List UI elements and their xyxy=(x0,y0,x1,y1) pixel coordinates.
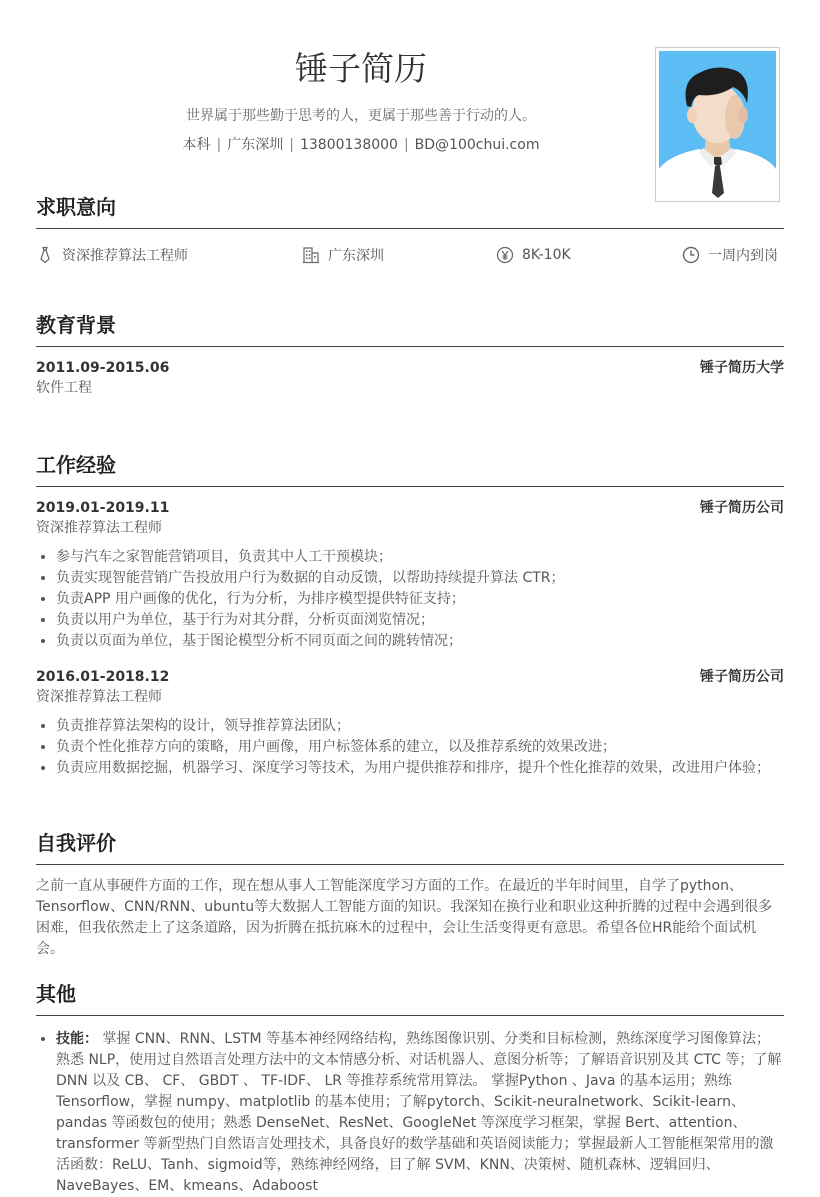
job-entry xyxy=(36,667,784,779)
section-other xyxy=(36,981,784,1197)
list-item: • 负责APP 用户画像的优化，行为分析，为排序模型提供特征支持； xyxy=(56,589,784,610)
intent-label: 一周内到岗 xyxy=(708,248,778,264)
skills-label: 技能： xyxy=(56,1031,98,1047)
school-name: 锤子简历大学 xyxy=(700,360,784,376)
list-item: • 负责实现智能营销广告投放用户行为数据的自动反馈，以帮助持续提升算法 CTR； xyxy=(56,568,784,589)
intent-item-salary xyxy=(496,243,571,267)
list-item: • 负责以页面为单位，基于图论模型分析不同页面之间的跳转情况； xyxy=(56,631,784,652)
separator: | xyxy=(289,137,294,153)
section-title-self-evaluation: 自我评价 xyxy=(36,830,784,865)
yen-icon xyxy=(496,246,514,264)
job-head xyxy=(36,667,784,687)
list-item: • 参与汽车之家智能营销项目，负责其中人工干预模块； xyxy=(56,547,784,568)
degree: 本科 xyxy=(182,137,211,153)
job-date: 2016.01-2018.12 xyxy=(36,669,170,685)
intent-item-city xyxy=(302,243,384,267)
job-entry xyxy=(36,498,784,652)
job-date: 2019.01-2019.11 xyxy=(36,500,170,516)
education-head xyxy=(36,358,784,378)
job-duties xyxy=(36,716,784,779)
list-item: • 负责应用数据挖掘，机器学习、深度学习等技术，为用户提供推荐和排序，提升个性化推荐的效果，改进用户体验； xyxy=(56,758,784,779)
intent-item-position xyxy=(36,243,188,267)
intent-label: 广东深圳 xyxy=(328,248,384,264)
company-name: 锤子简历公司 xyxy=(700,500,784,516)
section-job-intent xyxy=(36,194,784,267)
contact-line xyxy=(36,135,686,155)
section-title-education: 教育背景 xyxy=(36,312,784,347)
avatar-photo xyxy=(655,47,780,202)
intent-label: 8K-10K xyxy=(522,247,571,263)
building-icon xyxy=(302,246,320,264)
motto: 世界属于那些勤于思考的人，更属于那些善于行动的人。 xyxy=(186,108,536,124)
avatar-illustration xyxy=(659,51,776,198)
resume-name: 锤子简历 xyxy=(295,49,427,88)
job-position: 资深推荐算法工程师 xyxy=(36,689,162,705)
section-title-work: 工作经验 xyxy=(36,452,784,487)
clock-icon xyxy=(682,246,700,264)
email: BD@100chui.com xyxy=(414,137,540,153)
job-head xyxy=(36,498,784,518)
self-evaluation-text: 之前一直从事硬件方面的工作，现在想从事人工智能深度学习方面的工作。在最近的半年时间里，自学了python、Tensorflow、CNN/RNN、ubuntu等大数据人工智能方面的知识。我深知在换行业和职业这种折腾的过程中会遇到很多困难，但我依然走上了这条道路，因为折腾在抵抗麻木的过程中，会让生活变得更有意思。希望各位HR能给个面试机会。 xyxy=(36,878,773,957)
education-date: 2011.09-2015.06 xyxy=(36,360,170,376)
tie-icon xyxy=(36,246,54,264)
section-education xyxy=(36,312,784,399)
section-work-experience xyxy=(36,452,784,779)
list-item: • 负责个性化推荐方向的策略，用户画像，用户标签体系的建立，以及推荐系统的效果改进； xyxy=(56,737,784,758)
separator: | xyxy=(216,137,222,153)
job-position: 资深推荐算法工程师 xyxy=(36,520,162,536)
list-item: • 负责以用户为单位，基于行为对其分群，分析页面浏览情况； xyxy=(56,610,784,631)
skills-text: 掌握 CNN、RNN、LSTM 等基本神经网络结构，熟练图像识别、分类和目标检测，熟练深度学习图像算法；熟悉 NLP，使用过自然语言处理方法中的文本情感分析、对话机器人、意图分析等；了解语音识别及其 CTC 等；了解DNN 以及 CB、 CF、 GBDT 、 TF-IDF、 LR 等推荐系统常用算法。 掌握Python 、Java 的基本运用；熟练 Tensorflow，掌握 numpy、matplotlib 的基本使用；了解pytorch、Scikit-neuralnetwork、Scikit-learn、pandas 等函数包的使用；熟悉 DenseNet、ResNet、GoogleNet 等深度学习框架，掌握 Bert、attention、transformer 等新型热门自然语言处理技术，具备良好的数学基础和英语阅读能力；掌握最新人工智能框架常用的激活函数：ReLU、Tanh、sigmoid等，熟练神经网络，目了解 SVM、KNN、决策树、随机森林、逻辑回归、NaveBayes、EM、kmeans、Adaboost xyxy=(56,1031,782,1194)
major: 软件工程 xyxy=(36,380,92,396)
job-duties xyxy=(36,547,784,652)
list-item-skills xyxy=(56,1029,784,1197)
location: 广东深圳 xyxy=(227,137,284,153)
other-list xyxy=(36,1029,784,1197)
intent-row xyxy=(36,243,784,267)
education-entry xyxy=(36,358,784,399)
section-title-job-intent: 求职意向 xyxy=(36,194,784,229)
intent-item-availability xyxy=(682,243,778,267)
intent-label: 资深推荐算法工程师 xyxy=(62,248,188,264)
resume-header xyxy=(0,0,820,220)
phone: 13800138000 xyxy=(299,137,398,153)
list-item: • 负责推荐算法架构的设计，领导推荐算法团队； xyxy=(56,716,784,737)
separator: | xyxy=(403,137,409,153)
section-self-evaluation xyxy=(36,830,784,960)
company-name: 锤子简历公司 xyxy=(700,669,784,685)
section-title-other: 其他 xyxy=(36,981,784,1016)
